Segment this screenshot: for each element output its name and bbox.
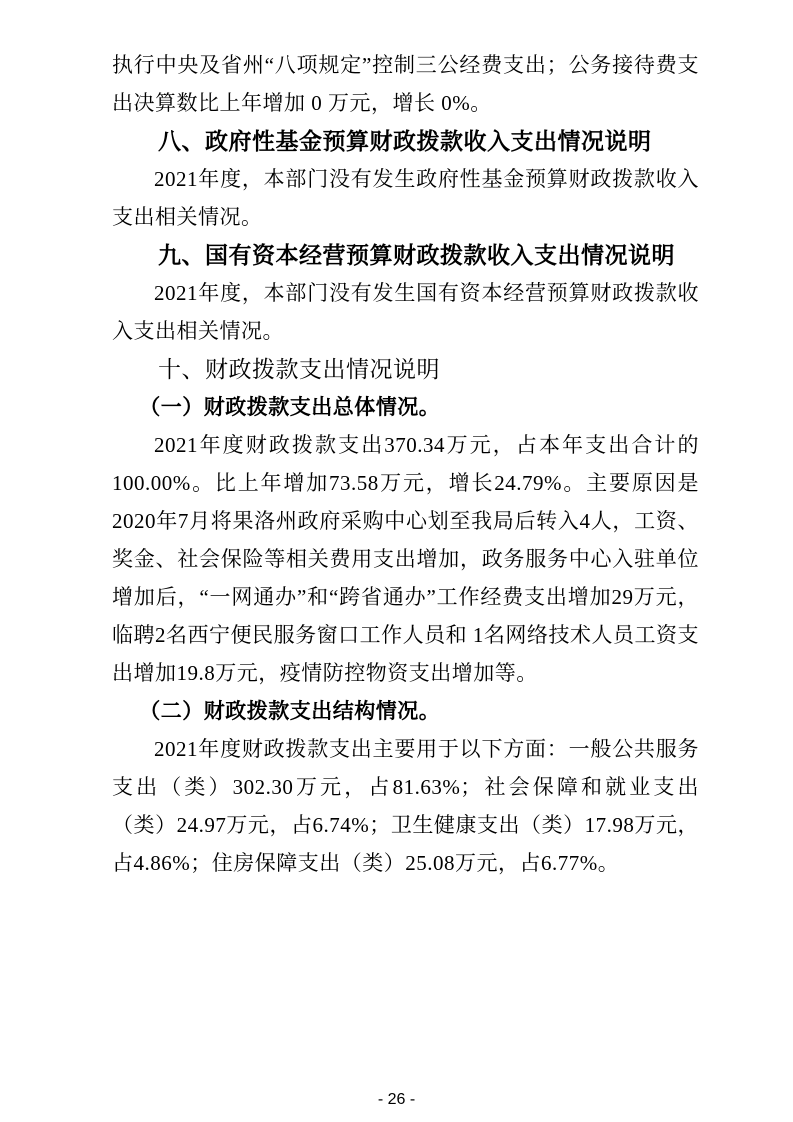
paragraph-state-capital-none: 2021年度，本部门没有发生国有资本经营预算财政拨款收入支出相关情况。 — [112, 281, 699, 343]
section-heading-10-fiscal-appropriation-expenditure: 十、财政拨款支出情况说明 — [158, 356, 440, 382]
section-heading-9-state-capital-budget: 九、国有资本经营预算财政拨款收入支出情况说明 — [158, 242, 675, 268]
paragraph-overall-expenditure-detail: 2021年度财政拨款支出370.34万元，占本年支出合计的100.00%。比上年增加73.58万元，增长24.79%。主要原因是2020年7月将果洛州政府采购中心划至我局后转入4人，工资、奖金、社会保险等相关费用支出增加，政务服务中心入驻单位增加后，“一网通办”和“跨省通办”工作经费支出增加29万元，临聘2名西宁便民服务窗口工作人员和 1名网络技术人员工资支出增加19.8万元，疫情防控物资支出增加等。 — [112, 433, 699, 685]
page-number: - 26 - — [377, 1091, 416, 1108]
subheading-overall-expenditure: （一）财政拨款支出总体情况。 — [139, 395, 441, 419]
paragraph-gov-fund-none: 2021年度，本部门没有发生政府性基金预算财政拨款收入支出相关情况。 — [112, 167, 699, 229]
paragraph-three-public-expense: 执行中央及省州“八项规定”控制三公经费支出；公务接待费支出决算数比上年增加 0 万元，增长 0%。 — [112, 53, 699, 115]
paragraph-expenditure-structure-detail: 2021年度财政拨款支出主要用于以下方面：一般公共服务支出（类）302.30万元，占81.63%；社会保障和就业支出（类）24.97万元，占6.74%；卫生健康支出（类）17.98万元，占4.86%；住房保障支出（类）25.08万元，占6.77%。 — [112, 737, 699, 875]
section-heading-8-gov-fund-budget: 八、政府性基金预算财政拨款收入支出情况说明 — [158, 128, 652, 154]
subheading-expenditure-structure: （二）财政拨款支出结构情况。 — [139, 699, 441, 723]
